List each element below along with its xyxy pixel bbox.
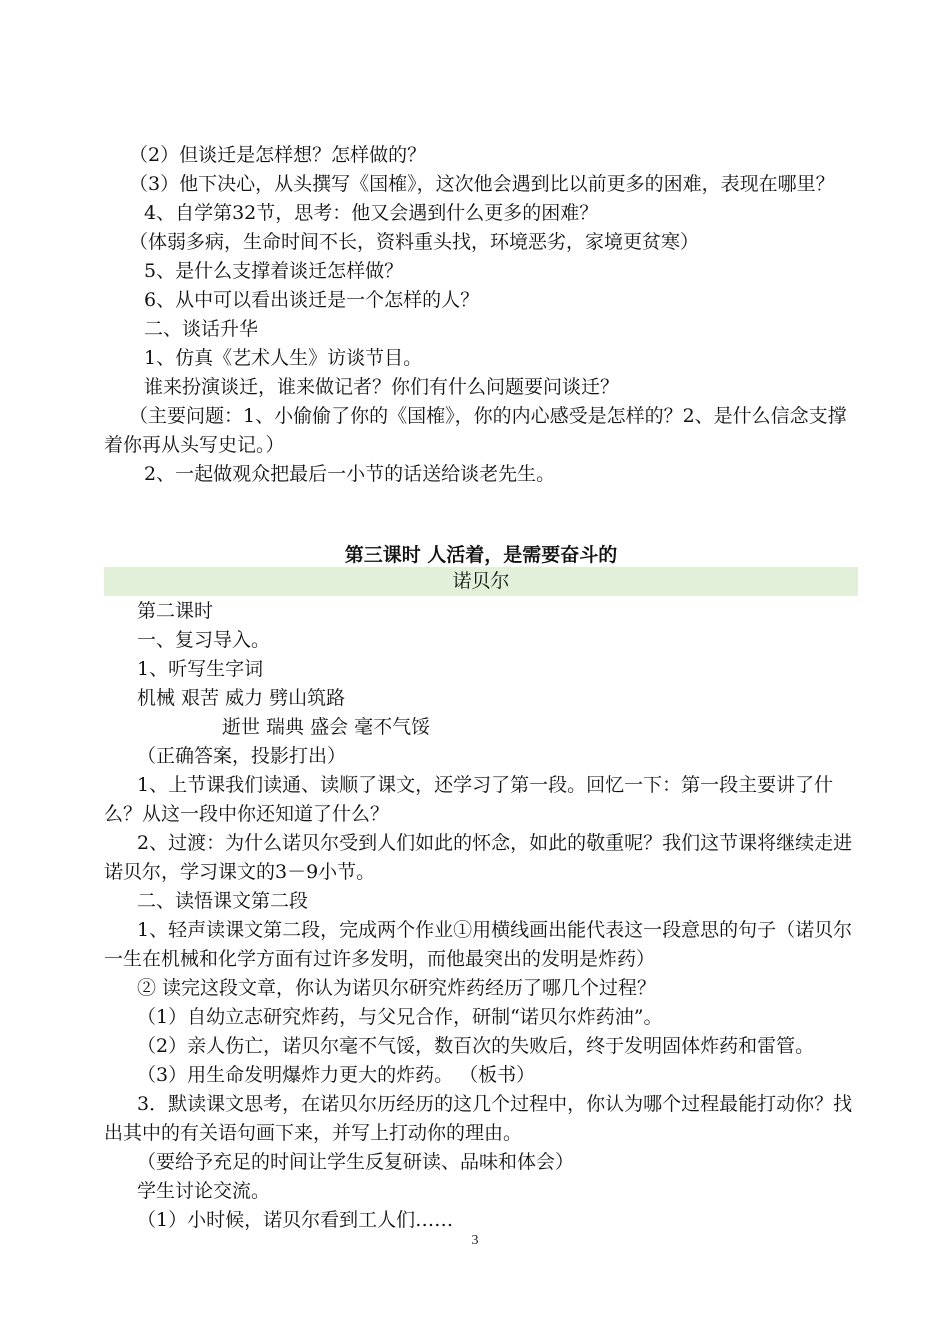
paragraph: （正确答案，投影打出） [137, 745, 347, 767]
band-title: 诺贝尔 [104, 567, 858, 596]
section-heading: 二、读悟课文第二段 [137, 890, 309, 912]
paragraph: 1、轻声读课文第二段，完成两个作业①用横线画出能代表这一段意思的句子（诺贝尔一生在机械和化学方面有过许多发明，而他最突出的发明是炸药） [104, 919, 853, 970]
top-section [104, 141, 858, 489]
paragraph: ② 读完这段文章，你认为诺贝尔研究炸药经历了哪几个过程？ [137, 977, 657, 999]
paragraph: （1）自幼立志研究炸药，与父兄合作，研制“诺贝尔炸药油”。 [137, 1006, 663, 1028]
paragraph: （2）但谈迁是怎样想？怎样做的？ [129, 144, 427, 166]
paragraph: 第二课时 [137, 600, 214, 622]
paragraph: 谁来扮演谈迁，谁来做记者？你们有什么问题要问谈迁？ [144, 376, 620, 398]
paragraph: （3）他下决心，从头撰写《国榷》，这次他会遇到比以前更多的困难，表现在哪里？ [129, 173, 835, 195]
paragraph: （主要问题：1、小偷偷了你的《国榷》，你的内心感受是怎样的？2、是什么信念支撑着你再从头写史记。） [104, 405, 847, 456]
paragraph: 5、是什么支撑着谈迁怎样做？ [144, 260, 404, 282]
paragraph: 6、从中可以看出谈迁是一个怎样的人？ [144, 289, 480, 311]
paragraph: 1、听写生字词 [137, 658, 264, 680]
paragraph: 1、仿真《艺术人生》访谈节目。 [144, 347, 423, 369]
paragraph: 3．默读课文思考，在诺贝尔历经历的这几个过程中，你认为哪个过程最能打动你？找出其中的有关语句画下来，并写上打动你的理由。 [104, 1093, 853, 1144]
paragraph: （2）亲人伤亡，诺贝尔毫不气馁，数百次的失败后，终于发明固体炸药和雷管。 [137, 1035, 815, 1057]
paragraph: （体弱多病，生命时间不长，资料重头找，环境恶劣，家境更贫寒） [129, 231, 700, 253]
word-list: 逝世 瑞典 盛会 毫不气馁 [222, 716, 431, 738]
paragraph: （要给予充足的时间让学生反复研读、品味和体会） [137, 1151, 575, 1173]
section-heading: 二、谈话升华 [144, 318, 259, 340]
paragraph: 4、自学第32节，思考：他又会遇到什么更多的困难？ [144, 202, 599, 224]
section-title: 第三课时 人活着，是需要奋斗的 [344, 544, 618, 566]
paragraph: 2、过渡：为什么诺贝尔受到人们如此的怀念，如此的敬重呢？我们这节课将继续走进诺贝尔，学习课文的3－9小节。 [104, 832, 853, 883]
paragraph: （1）小时候，诺贝尔看到工人们…… [137, 1209, 454, 1231]
lesson-section [104, 597, 858, 1235]
word-list: 机械 艰苦 威力 劈山筑路 [137, 687, 346, 709]
paragraph: 学生讨论交流。 [137, 1180, 271, 1202]
paragraph: 1、上节课我们读通、读顺了课文，还学习了第一段。回忆一下：第一段主要讲了什么？从这一段中你还知道了什么？ [104, 774, 834, 825]
paragraph: （3）用生命发明爆炸力更大的炸药。 （板书） [137, 1064, 536, 1086]
paragraph: 2、一起做观众把最后一小节的话送给谈老先生。 [144, 463, 556, 485]
page-number: 3 [471, 1233, 479, 1248]
section-heading: 一、复习导入。 [137, 629, 271, 651]
